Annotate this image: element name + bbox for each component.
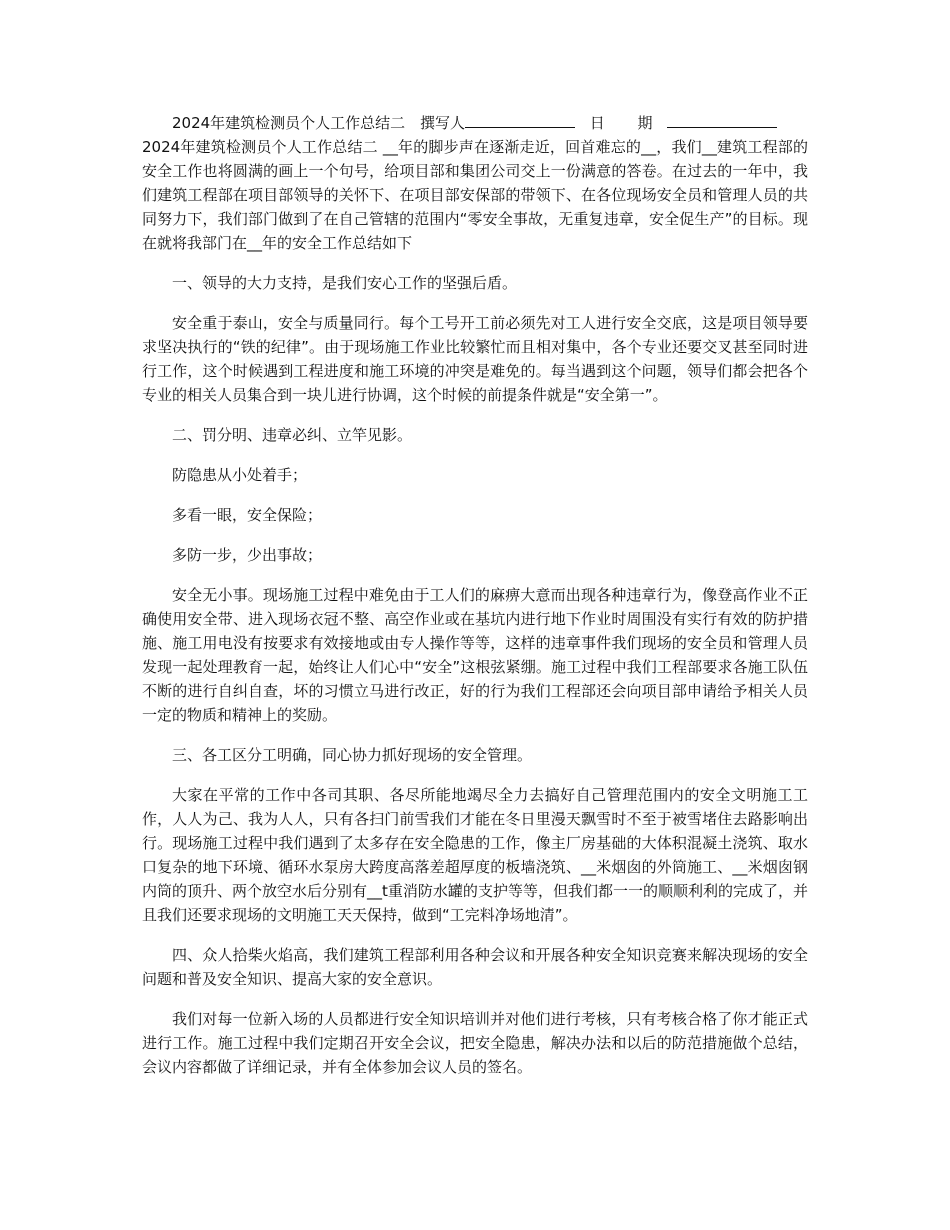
section-heading-2: 二、罚分明、违章必纠、立竿见影。 [172,426,413,444]
paragraph-intro: 2024年建筑检测员个人工作总结二 __年的脚步声在逐渐走近，回首难忘的__，我们__建筑工程部的安全工作也将圆满的画上一个句号，给项目部和集团公司交上一份满意的答卷。在过去的一年中，我们建筑工程部在项目部领导的关怀下、在项目部安保部的带领下、在各位现场安全员和管理人员的共同努力下，我们部门做到了在自己管辖的范围内“零安全事故，无重复违章，安全促生产”的目标。现在就将我部门在__年的安全工作总结如下 [142,138,808,252]
document-header [142,111,808,135]
slogan-line: 多防一步，少出事故； [172,546,323,564]
slogan-line: 多看一眼，安全保险； [172,506,323,524]
paragraph-body: 我们对每一位新入场的人员都进行安全知识培训并对他们进行考核，只有考核合格了你才能正式进行工作。施工过程中我们定期召开安全会议，把安全隐患，解决办法和以后的防范措施做个总结，会议内容都做了详细记录，并有全体参加会议人员的签名。 [142,1010,808,1076]
section-heading-4: 四、众人拾柴火焰高，我们建筑工程部利用各种会议和开展各种安全知识竞赛来解决现场的安全问题和普及安全知识、提高大家的安全意识。 [142,946,808,988]
document-page [142,111,808,1095]
date-label: 日 期 [589,114,667,132]
author-label: 撰写人 [419,114,465,132]
date-blank [667,112,777,128]
author-blank [465,112,575,128]
paragraph-body: 大家在平常的工作中各司其职、各尽所能地竭尽全力去搞好自己管理范围内的安全文明施工工作，人人为己、我为人人，只有各扫门前雪我们才能在冬日里漫天飘雪时不至于被雪堵住去路影响出行。现场施工过程中我们遇到了太多存在安全隐患的工作，像主厂房基础的大体积混凝土浇筑、取水口复杂的地下环境、循环水泵房大跨度高落差超厚度的板墙浇筑、__米烟囱的外筒施工、__米烟囱钢内筒的顶升、两个放空水后分别有__t重消防水罐的支护等等，但我们都一一的顺顺利利的完成了，并且我们还要求现场的文明施工天天保持，做到“工完料净场地清”。 [142,786,808,924]
section-heading-3: 三、各工区分工明确，同心协力抓好现场的安全管理。 [172,746,533,764]
paragraph-body: 安全重于泰山，安全与质量同行。每个工号开工前必须先对工人进行安全交底，这是项目领导要求坚决执行的“铁的纪律”。由于现场施工作业比较繁忙而且相对集中，各个专业还要交叉甚至同时进行工作，这个时候遇到工程进度和施工环境的冲突是难免的。每当遇到这个问题，领导们都会把各个专业的相关人员集合到一块儿进行协调，这个时候的前提条件就是“安全第一”。 [142,314,808,404]
paragraph-body: 安全无小事。现场施工过程中难免由于工人们的麻痹大意而出现各种违章行为，像登高作业不正确使用安全带、进入现场衣冠不整、高空作业或在基坑内进行地下作业时周围没有实行有效的防护措施、施工用电没有按要求有效接地或由专人操作等等，这样的违章事件我们现场的安全员和管理人员发现一起处理教育一起，始终让人们心中“安全”这根弦紧绷。施工过程中我们工程部要求各施工队伍不断的进行自纠自查，坏的习惯立马进行改正，好的行为我们工程部还会向项目部申请给予相关人员一定的物质和精神上的奖励。 [142,586,808,724]
document-title: 2024年建筑检测员个人工作总结二 [172,114,406,132]
section-heading-1: 一、领导的大力支持，是我们安心工作的坚强后盾。 [172,274,518,292]
slogan-line: 防隐患从小处着手； [172,466,308,484]
